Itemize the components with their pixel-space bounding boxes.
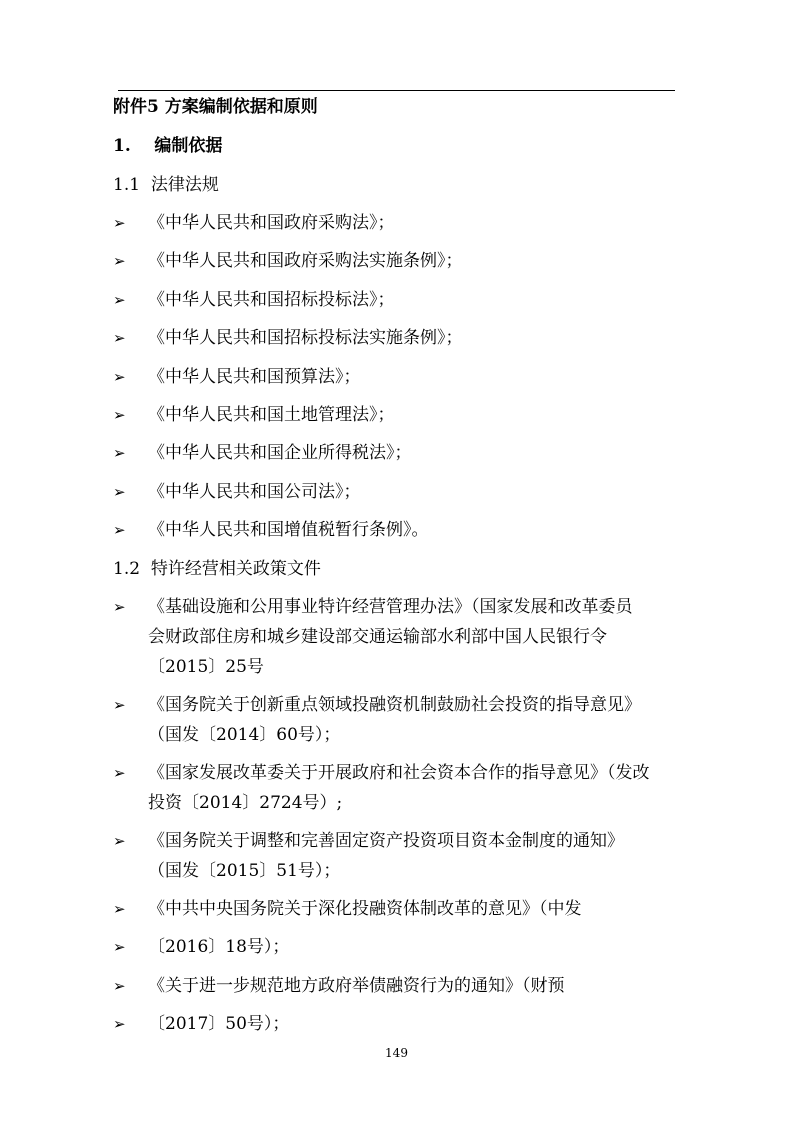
bullet-arrow-icon: ➢ bbox=[113, 368, 126, 386]
list-item-continuation: （国发〔2014〕60号）； bbox=[148, 725, 341, 745]
bullet-arrow-icon: ➢ bbox=[113, 764, 126, 782]
subsection-heading: 1.1 法律法规 bbox=[113, 175, 219, 195]
list-item: 《中华人民共和国土地管理法》； bbox=[148, 405, 395, 425]
list-item: 〔2016〕18号）； bbox=[148, 937, 290, 957]
list-item: 《关于进一步规范地方政府举债融资行为的通知》（财预 bbox=[148, 976, 565, 996]
bullet-arrow-icon: ➢ bbox=[113, 329, 126, 347]
header-rule bbox=[118, 90, 675, 91]
list-item: 《中共中央国务院关于深化投融资体制改革的意见》（中发 bbox=[148, 899, 582, 919]
list-item: 〔2017〕50号）； bbox=[148, 1014, 290, 1034]
bullet-arrow-icon: ➢ bbox=[113, 252, 126, 270]
bullet-arrow-icon: ➢ bbox=[113, 900, 126, 918]
list-item-continuation: 投资〔2014〕2724号）; bbox=[148, 793, 343, 813]
subsection-heading: 1.2 特许经营相关政策文件 bbox=[113, 559, 321, 579]
list-item: 《基础设施和公用事业特许经营管理办法》（国家发展和改革委员 bbox=[148, 597, 633, 617]
bullet-arrow-icon: ➢ bbox=[113, 832, 126, 850]
list-item-continuation: （国发〔2015〕51号）； bbox=[148, 861, 341, 881]
list-item: 《中华人民共和国政府采购法实施条例》； bbox=[148, 251, 463, 271]
list-item: 《中华人民共和国企业所得税法》； bbox=[148, 443, 412, 463]
bullet-arrow-icon: ➢ bbox=[113, 214, 126, 232]
list-item: 《国务院关于调整和完善固定资产投资项目资本金制度的通知》 bbox=[148, 831, 624, 851]
bullet-arrow-icon: ➢ bbox=[113, 483, 126, 501]
list-item: 《中华人民共和国增值税暂行条例》。 bbox=[148, 520, 429, 540]
list-item: 《国家发展改革委关于开展政府和社会资本合作的指导意见》（发改 bbox=[148, 763, 650, 783]
list-item-continuation: 〔2015〕25号 bbox=[148, 657, 264, 677]
bullet-arrow-icon: ➢ bbox=[113, 1015, 126, 1033]
list-item: 《中华人民共和国招标投标法实施条例》； bbox=[148, 328, 463, 348]
bullet-arrow-icon: ➢ bbox=[113, 444, 126, 462]
page-number: 149 bbox=[385, 1046, 408, 1060]
list-item: 《国务院关于创新重点领域投融资机制鼓励社会投资的指导意见》 bbox=[148, 695, 641, 715]
bullet-arrow-icon: ➢ bbox=[113, 291, 126, 309]
bullet-arrow-icon: ➢ bbox=[113, 977, 126, 995]
bullet-arrow-icon: ➢ bbox=[113, 938, 126, 956]
list-item: 《中华人民共和国预算法》； bbox=[148, 367, 361, 387]
bullet-arrow-icon: ➢ bbox=[113, 406, 126, 424]
page-title: 附件5 方案编制依据和原则 bbox=[113, 97, 318, 117]
bullet-arrow-icon: ➢ bbox=[113, 598, 126, 616]
bullet-arrow-icon: ➢ bbox=[113, 696, 126, 714]
bullet-arrow-icon: ➢ bbox=[113, 521, 126, 539]
list-item: 《中华人民共和国公司法》； bbox=[148, 482, 361, 502]
list-item: 《中华人民共和国政府采购法》； bbox=[148, 213, 395, 233]
list-item: 《中华人民共和国招标投标法》； bbox=[148, 290, 395, 310]
section-heading: 1. 编制依据 bbox=[113, 136, 223, 156]
list-item-continuation: 会财政部住房和城乡建设部交通运输部水利部中国人民银行令 bbox=[148, 627, 607, 647]
